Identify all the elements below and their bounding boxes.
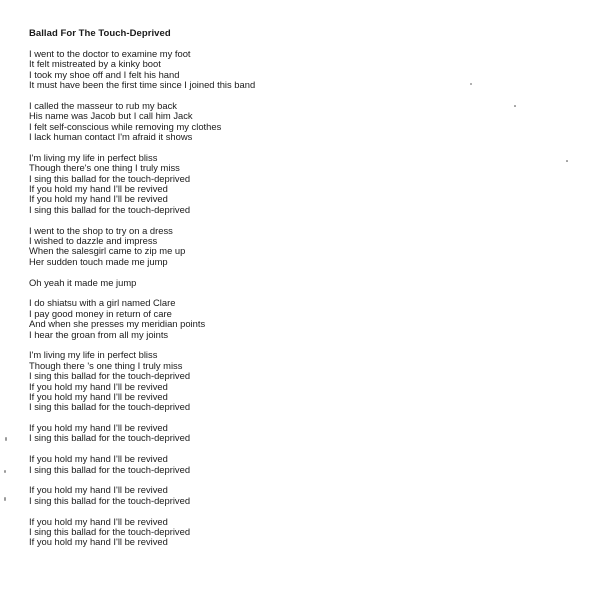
- scan-speck: [4, 497, 6, 501]
- stanza: [29, 49, 255, 91]
- lyric-line: If you hold my hand I'll be revived: [29, 183, 168, 195]
- lyric-line: I pay good money in return of care: [29, 307, 172, 319]
- lyric-line: Though there's one thing I truly miss: [29, 162, 180, 174]
- stanza: [29, 278, 255, 288]
- lyric-line: If you hold my hand I'll be revived: [29, 453, 168, 465]
- lyric-line: If you hold my hand I'll be revived: [29, 484, 168, 496]
- lyric-line: And when she presses my meridian points: [29, 318, 206, 330]
- scan-speck: [566, 160, 568, 162]
- lyric-line: It must have been the first time since I joined this band: [29, 79, 256, 91]
- stanza: [29, 423, 255, 444]
- lyrics-body: [29, 49, 255, 558]
- stanza: [29, 517, 255, 548]
- stanza: [29, 350, 255, 412]
- lyric-line: I'm living my life in perfect bliss: [29, 349, 158, 361]
- lyric-line: I do shiatsu with a girl named Clare: [29, 297, 176, 309]
- lyric-line: I wished to dazzle and impress: [29, 235, 158, 247]
- lyric-line: I lack human contact I'm afraid it shows: [29, 131, 193, 143]
- lyric-line: I sing this ballad for the touch-deprived: [29, 525, 191, 537]
- lyric-line: I sing this ballad for the touch-deprived: [29, 401, 191, 413]
- lyric-line: I sing this ballad for the touch-deprived: [29, 370, 191, 382]
- lyric-line: I'm living my life in perfect bliss: [29, 151, 158, 163]
- stanza: [29, 226, 255, 268]
- stanza: [29, 101, 255, 143]
- lyric-line: If you hold my hand I'll be revived: [29, 515, 168, 527]
- lyric-line: His name was Jacob but I call him Jack: [29, 110, 193, 122]
- lyric-line: If you hold my hand I'll be revived: [29, 380, 168, 392]
- lyric-line: I took my shoe off and I felt his hand: [29, 68, 180, 80]
- lyric-line: I felt self-conscious while removing my clothes: [29, 120, 222, 132]
- lyric-line: It felt mistreated by a kinky boot: [29, 58, 161, 70]
- song-title: Ballad For The Touch-Deprived: [29, 28, 171, 39]
- lyric-line: I went to the shop to try on a dress: [29, 224, 173, 236]
- lyric-line: If you hold my hand I'll be revived: [29, 193, 168, 205]
- stanza: [29, 454, 255, 475]
- lyric-line: When the salesgirl came to zip me up: [29, 245, 186, 257]
- stanza: [29, 485, 255, 506]
- stanza: [29, 298, 255, 340]
- lyric-line: If you hold my hand I'll be revived: [29, 390, 168, 402]
- lyric-line: I sing this ballad for the touch-deprived: [29, 494, 191, 506]
- lyric-line: If you hold my hand I'll be revived: [29, 422, 168, 434]
- lyric-line: I hear the groan from all my joints: [29, 328, 169, 340]
- scan-speck: [5, 437, 7, 441]
- stanza: [29, 153, 255, 215]
- lyric-line: Oh yeah it made me jump: [29, 276, 137, 288]
- lyric-line: I sing this ballad for the touch-deprived: [29, 463, 191, 475]
- lyric-line: If you hold my hand I'll be revived: [29, 536, 168, 548]
- lyric-line: I sing this ballad for the touch-deprived: [29, 432, 191, 444]
- lyric-line: Her sudden touch made me jump: [29, 255, 168, 267]
- scan-speck: [470, 83, 472, 85]
- scan-speck: [4, 470, 6, 473]
- lyric-line: I went to the doctor to examine my foot: [29, 48, 191, 59]
- scan-speck: [514, 105, 516, 107]
- lyric-line: I sing this ballad for the touch-deprived: [29, 172, 191, 184]
- lyric-line: I called the masseur to rub my back: [29, 99, 177, 111]
- lyric-line: Though there 's one thing I truly miss: [29, 359, 183, 371]
- lyric-line: I sing this ballad for the touch-deprived: [29, 203, 191, 215]
